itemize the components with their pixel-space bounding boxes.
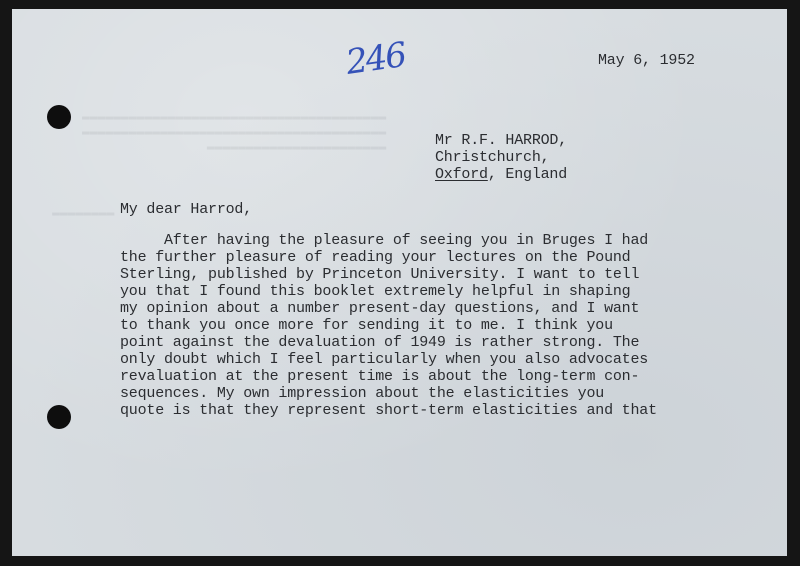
body-line: only doubt which I feel particularly when you also advocates [120,351,649,368]
salutation: My dear Harrod, [120,201,253,218]
body-line: revaluation at the present time is about the long-term con- [120,368,640,385]
body-line: quote is that they represent short-term elasticities and that [120,402,657,419]
punch-hole-top [47,105,71,129]
recipient-name: Mr R.F. HARROD, [435,132,568,149]
letter-date: May 6, 1952 [598,52,695,69]
body-line: sequences. My own impression about the elasticities you [120,385,605,402]
body-line: you that I found this booklet extremely helpful in shaping [120,283,631,300]
show-through-texture-lower: ▬▬▬▬▬▬▬▬ [52,205,115,220]
recipient-country: , England [487,166,568,183]
body-line: After having the pleasure of seeing you in Bruges I had [120,232,649,249]
body-line: to thank you once more for sending it to me. I think you [120,317,613,334]
body-line: point against the devaluation of 1949 is rather strong. The [120,334,640,351]
handwritten-file-number: 246 [343,35,408,83]
punch-hole-bottom [47,405,71,429]
letter-page [12,9,787,556]
recipient-city-line [435,166,567,184]
body-line: Sterling, published by Princeton University. I want to tell [120,266,640,283]
show-through-texture: ▬▬▬▬▬▬▬▬▬▬▬▬▬▬▬▬▬▬▬▬▬▬▬▬▬▬▬▬▬▬▬▬▬▬▬▬▬▬▬ ▬▬▬▬▬▬▬▬▬▬▬▬▬▬▬▬▬▬▬▬▬▬▬▬▬▬▬▬▬▬▬▬▬▬▬▬▬▬▬ ▬▬▬▬▬▬▬▬▬▬▬▬▬▬▬▬▬▬▬▬▬▬▬ [82,109,387,154]
body-line: the further pleasure of reading your lectures on the Pound [120,249,631,266]
recipient-line2: Christchurch, [435,149,550,166]
recipient-city: Oxford [435,166,488,183]
body-line: my opinion about a number present-day questions, and I want [120,300,640,317]
